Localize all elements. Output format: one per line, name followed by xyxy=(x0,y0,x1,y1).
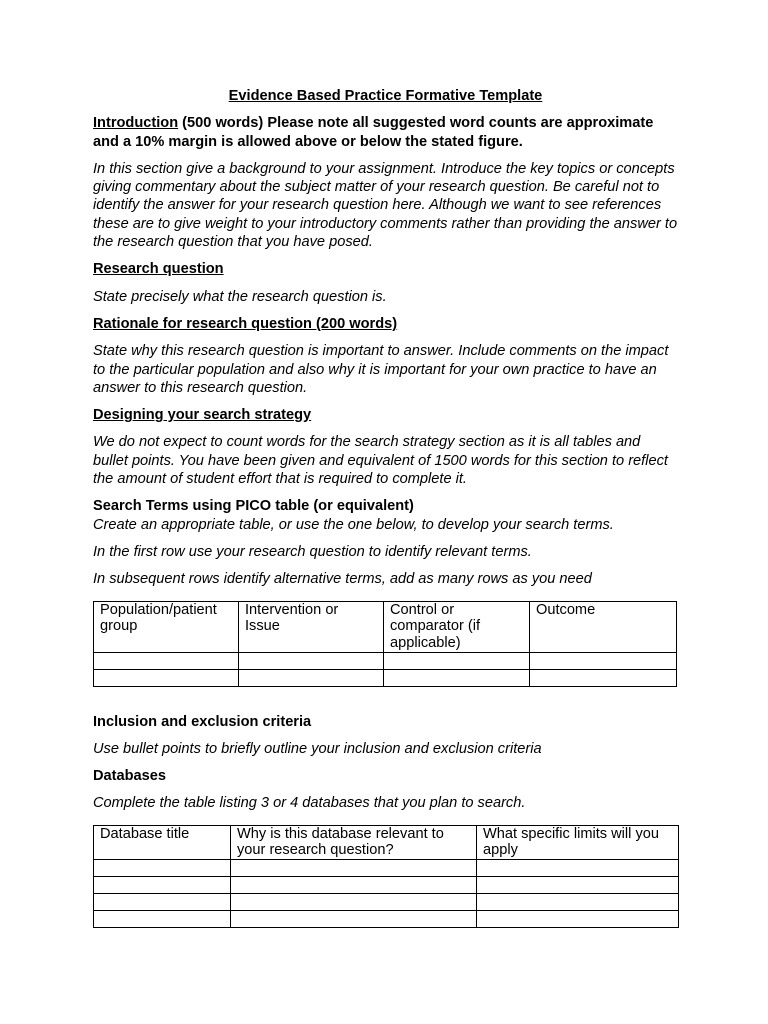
databases-cell[interactable] xyxy=(94,876,231,893)
pico-cell[interactable] xyxy=(239,669,384,686)
introduction-heading-note: (500 words) Please note all suggested word counts are approximate and a 10% margin is allowed above or below the stated figure. xyxy=(93,115,654,150)
databases-row xyxy=(94,893,679,910)
pico-header-comparator: Control or comparator (if applicable) xyxy=(384,601,530,652)
pico-header-intervention: Intervention or Issue xyxy=(239,601,384,652)
pico-header-population: Population/patient group xyxy=(94,601,239,652)
databases-cell[interactable] xyxy=(231,910,477,927)
databases-row xyxy=(94,876,679,893)
databases-cell[interactable] xyxy=(477,876,679,893)
pico-row xyxy=(94,652,677,669)
databases-cell[interactable] xyxy=(94,893,231,910)
inclusion-heading: Inclusion and exclusion criteria xyxy=(93,713,312,730)
pico-cell[interactable] xyxy=(530,652,677,669)
pico-cell[interactable] xyxy=(94,652,239,669)
rationale-heading: Rationale for research question (200 words) xyxy=(93,315,398,332)
databases-table xyxy=(93,825,679,928)
research-question-body: State precisely what the research question is. xyxy=(93,288,387,305)
pico-row xyxy=(94,669,677,686)
databases-body: Complete the table listing 3 or 4 databases that you plan to search. xyxy=(93,795,526,812)
pico-header-outcome: Outcome xyxy=(530,601,677,652)
databases-heading: Databases xyxy=(93,768,167,785)
databases-cell[interactable] xyxy=(477,859,679,876)
introduction-heading: Introduction xyxy=(93,115,179,132)
pico-cell[interactable] xyxy=(239,652,384,669)
pico-cell[interactable] xyxy=(384,669,530,686)
pico-header-row xyxy=(94,601,677,652)
document-page xyxy=(93,87,678,928)
databases-row xyxy=(94,859,679,876)
research-question-heading: Research question xyxy=(93,261,224,278)
pico-cell[interactable] xyxy=(94,669,239,686)
document-title: Evidence Based Practice Formative Template xyxy=(228,88,543,104)
pico-table xyxy=(93,601,677,687)
inclusion-body: Use bullet points to briefly outline your inclusion and exclusion criteria xyxy=(93,740,542,757)
databases-header-relevance: Why is this database relevant to your research question? xyxy=(231,825,477,859)
databases-header-row xyxy=(94,825,679,859)
databases-cell[interactable] xyxy=(231,876,477,893)
search-strategy-body: We do not expect to count words for the search strategy section as it is all tables and bullet points. You have been given and equivalent of 1500 words for this section to reflect the amount of student effort that is required to complete it. xyxy=(93,434,668,488)
databases-cell[interactable] xyxy=(477,893,679,910)
databases-header-title: Database title xyxy=(94,825,231,859)
databases-cell[interactable] xyxy=(477,910,679,927)
databases-cell[interactable] xyxy=(231,859,477,876)
pico-cell[interactable] xyxy=(384,652,530,669)
search-terms-line-3: In subsequent rows identify alternative terms, add as many rows as you need xyxy=(93,571,592,588)
search-strategy-heading: Designing your search strategy xyxy=(93,407,312,424)
introduction-body: In this section give a background to your assignment. Introduce the key topics or concepts giving commentary about the subject matter of your research question. Be careful not to identify the answer for your research question here. Although we want to see references these are to give weight to your introductory comments rather than providing the answer to the research question that you have posed. xyxy=(93,160,678,251)
databases-cell[interactable] xyxy=(94,910,231,927)
databases-cell[interactable] xyxy=(94,859,231,876)
databases-header-limits: What specific limits will you apply xyxy=(477,825,679,859)
search-terms-line-1: Create an appropriate table, or use the one below, to develop your search terms. xyxy=(93,516,614,533)
rationale-body: State why this research question is important to answer. Include comments on the impact to the particular population and also why it is important for your own practice to have an answer to this research question. xyxy=(93,343,669,396)
search-terms-heading: Search Terms using PICO table (or equivalent) xyxy=(93,498,414,515)
pico-cell[interactable] xyxy=(530,669,677,686)
introduction-heading-paragraph xyxy=(93,114,678,151)
databases-cell[interactable] xyxy=(231,893,477,910)
databases-row xyxy=(94,910,679,927)
search-terms-line-2: In the first row use your research question to identify relevant terms. xyxy=(93,543,532,560)
